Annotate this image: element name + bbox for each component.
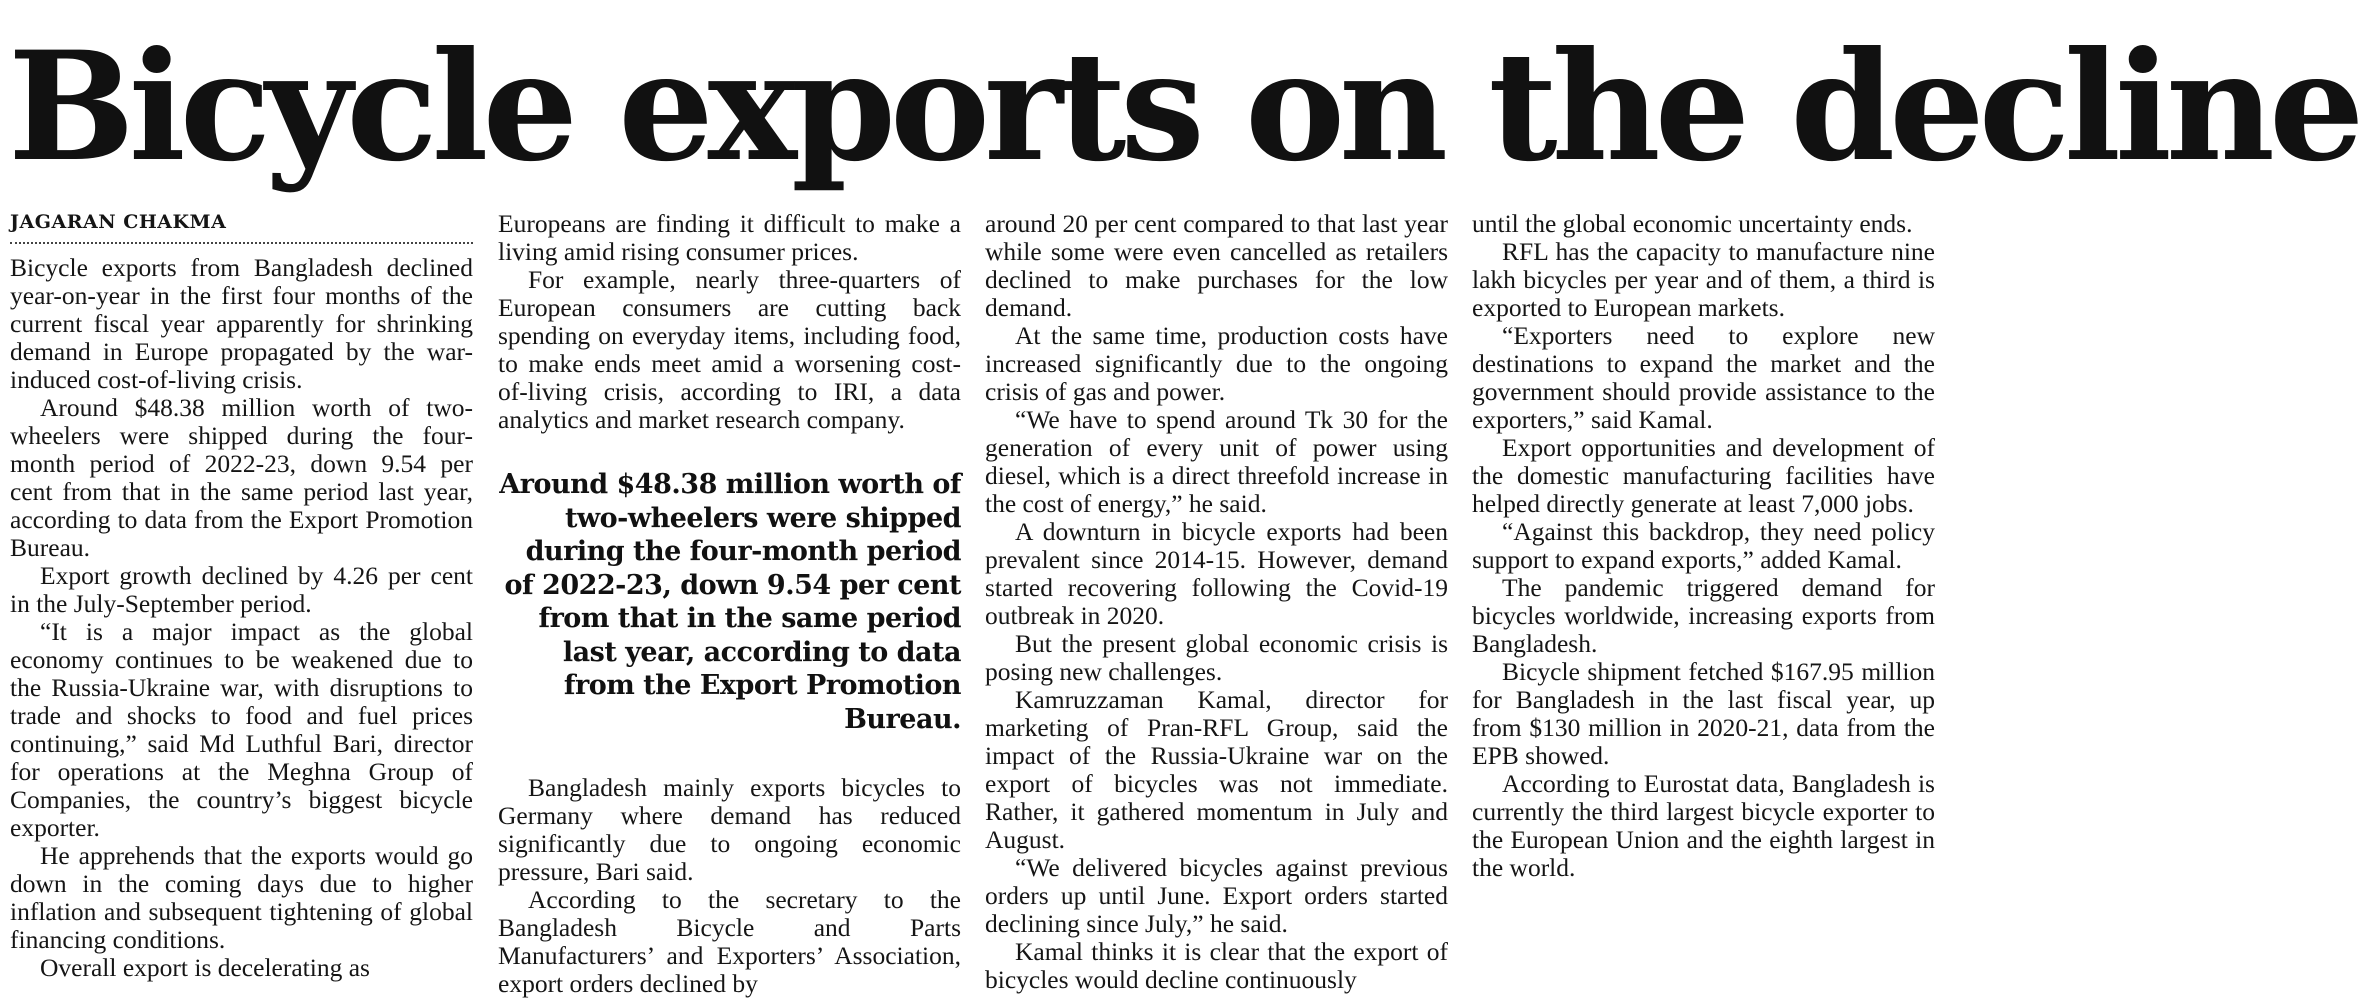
byline: JAGARAN CHAKMA xyxy=(10,210,473,244)
paragraph: The pandemic triggered demand for bicycles worldwide, increasing exports from Bangladesh. xyxy=(1472,573,1935,658)
article-column-4 xyxy=(1472,210,1935,998)
paragraph: until the global economic uncertainty ends. xyxy=(1472,209,1913,238)
paragraph: Bangladesh mainly exports bicycles to Germany where demand has reduced significantly due to ongoing economic pressure, Bari said. xyxy=(498,773,961,886)
paragraph: Kamruzzaman Kamal, director for marketing of Pran-RFL Group, said the impact of the Russia-Ukraine war on the export of bicycles was not immediate. Rather, it gathered momentum in July and August. xyxy=(985,685,1448,854)
paragraph: He apprehends that the exports would go down in the coming days due to higher inflation and subsequent tightening of global financing conditions. xyxy=(10,841,473,954)
paragraph: According to Eurostat data, Bangladesh is currently the third largest bicycle exporter to the European Union and the eighth largest in the world. xyxy=(1472,769,1935,882)
paragraph: around 20 per cent compared to that last year while some were even cancelled as retailers declined to make purchases for the low demand. xyxy=(985,209,1448,322)
article-column-2 xyxy=(498,210,961,998)
paragraph: “We delivered bicycles against previous orders up until June. Export orders started declining since July,” he said. xyxy=(985,853,1448,938)
paragraph: “Exporters need to explore new destinations to expand the market and the government should provide assistance to the exporters,” said Kamal. xyxy=(1472,321,1935,434)
paragraph: For example, nearly three-quarters of European consumers are cutting back spending on everyday items, including food, to make ends meet amid a worsening cost-of-living crisis, according to IRI, a data analytics and market research company. xyxy=(498,265,961,434)
article-column-1 xyxy=(10,210,473,998)
paragraph: A downturn in bicycle exports had been prevalent since 2014-15. However, demand started recovering following the Covid-19 outbreak in 2020. xyxy=(985,517,1448,630)
paragraph: “Against this backdrop, they need policy support to expand exports,” added Kamal. xyxy=(1472,517,1935,574)
paragraph: But the present global economic crisis is posing new challenges. xyxy=(985,629,1448,686)
paragraph: Europeans are finding it difficult to make a living amid rising consumer prices. xyxy=(498,209,961,266)
article-column-3 xyxy=(985,210,1448,998)
paragraph: “It is a major impact as the global economy continues to be weakened due to the Russia-Ukraine war, with disruptions to trade and shocks to food and fuel prices continuing,” said Md Luthful Bari, director for operations at the Meghna Group of Companies, the country’s biggest bicycle exporter. xyxy=(10,617,473,842)
pull-quote: Around $48.38 million worth of two-wheelers were shipped during the four-month period of 2022-23, down 9.54 per cent from that in the same period last year, according to data from the Export Promotion Bureau. xyxy=(499,469,961,735)
paragraph: Overall export is decelerating as xyxy=(40,953,370,982)
paragraph: According to the secretary to the Bangladesh Bicycle and Parts Manufacturers’ and Exporters’ Association, export orders declined by xyxy=(498,885,961,998)
paragraph: Bicycle shipment fetched $167.95 million for Bangladesh in the last fiscal year, up from $130 million in 2020-21, data from the EPB showed. xyxy=(1472,657,1935,770)
paragraph: Export opportunities and development of the domestic manufacturing facilities have helped directly generate at least 7,000 jobs. xyxy=(1472,433,1935,518)
paragraph: Bicycle exports from Bangladesh declined year-on-year in the first four months of the current fiscal year apparently for shrinking demand in Europe propagated by the war-induced cost-of-living crisis. xyxy=(10,253,473,394)
paragraph: RFL has the capacity to manufacture nine lakh bicycles per year and of them, a third is exported to European markets. xyxy=(1472,237,1935,322)
paragraph: Export growth declined by 4.26 per cent in the July-September period. xyxy=(10,561,473,618)
paragraph: Around $48.38 million worth of two-wheelers were shipped during the four-month period of 2022-23, down 9.54 per cent from that in the same period last year, according to data from the Export Promotion Bureau. xyxy=(10,393,473,562)
headline: Bicycle exports on the decline xyxy=(8,19,2358,195)
paragraph: “We have to spend around Tk 30 for the generation of every unit of power using diesel, which is a direct threefold increase in the cost of energy,” he said. xyxy=(985,405,1448,518)
paragraph: At the same time, production costs have increased significantly due to the ongoing crisis of gas and power. xyxy=(985,321,1448,406)
paragraph: Kamal thinks it is clear that the export of bicycles would decline continuously xyxy=(985,937,1448,994)
